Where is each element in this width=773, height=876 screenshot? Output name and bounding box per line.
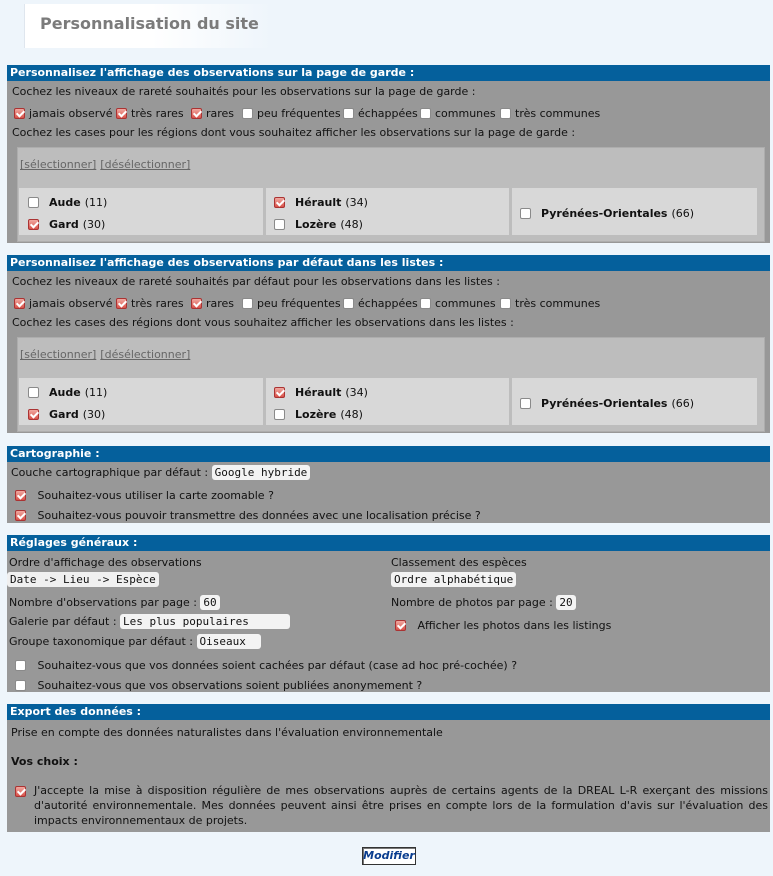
- region-option[interactable]: [28, 386, 107, 399]
- region-name: Hérault: [295, 386, 342, 399]
- zoom-map-checkbox[interactable]: [15, 490, 26, 501]
- order-select[interactable]: Date -> Lieu -> Espèce: [7, 572, 159, 587]
- rarity-label: très rares: [131, 107, 184, 120]
- region-checkbox[interactable]: [28, 219, 39, 230]
- class-select[interactable]: Ordre alphabétique: [391, 572, 516, 587]
- region-option[interactable]: [520, 397, 694, 410]
- rarity-checkbox[interactable]: [116, 108, 127, 119]
- region-count: (48): [340, 408, 363, 421]
- rarity-label: échappées: [358, 107, 418, 120]
- region-name: Hérault: [295, 196, 342, 209]
- rarity-checkbox[interactable]: [242, 298, 253, 309]
- rarity-label: jamais observé: [29, 107, 113, 120]
- photos-per-page-input[interactable]: 20: [556, 595, 575, 610]
- region-option[interactable]: [274, 196, 368, 209]
- carto-section-header: Cartographie :: [7, 446, 770, 462]
- region-checkbox[interactable]: [274, 409, 285, 420]
- home-section-header: Personnalisez l'affichage des observations sur la page de garde :: [7, 65, 770, 81]
- consent-text: J'accepte la mise à disposition régulière de mes observations auprès de certains agents de la DREAL L-R exerçant des missions d'autorité environnementale. Mes données peuvent ainsi être prises en compte lors de la formulation d'avis sur l'évaluation des impacts environnementaux de projets.: [34, 784, 768, 827]
- hidden-default-checkbox[interactable]: [15, 660, 26, 671]
- select-all-link[interactable]: [sélectionner]: [20, 158, 97, 171]
- home-region-prompt: Cochez les cases pour les régions dont vous souhaitez afficher les observations sur la page de garde :: [12, 126, 576, 139]
- page-title: Personnalisation du site: [40, 14, 259, 33]
- rarity-option[interactable]: [420, 107, 496, 120]
- lists-rarity-prompt: Cochez les niveaux de rareté souhaités par défaut pour les observations dans les listes :: [12, 275, 500, 288]
- rarity-option[interactable]: [420, 297, 496, 310]
- order-label: Ordre d'affichage des observations: [9, 556, 202, 569]
- rarity-checkbox[interactable]: [242, 108, 253, 119]
- deselect-all-link[interactable]: [désélectionner]: [100, 158, 191, 171]
- show-photos-checkbox[interactable]: [395, 620, 406, 631]
- region-name: Gard: [49, 218, 79, 231]
- lists-region-prompt: Cochez les cases des régions dont vous souhaitez afficher les observations dans les listes :: [12, 316, 514, 329]
- rarity-label: communes: [435, 297, 496, 310]
- region-checkbox[interactable]: [274, 219, 285, 230]
- lists-section-header: Personnalisez l'affichage des observations par défaut dans les listes :: [7, 255, 770, 271]
- rarity-option[interactable]: [343, 107, 418, 120]
- choices-label: Vos choix :: [11, 755, 78, 768]
- general-section: [7, 535, 770, 692]
- lists-section: [7, 255, 770, 433]
- rarity-option[interactable]: [191, 297, 234, 310]
- rarity-label: très communes: [515, 107, 601, 120]
- submit-button[interactable]: Modifier: [362, 847, 416, 865]
- export-section: [7, 704, 770, 832]
- rarity-checkbox[interactable]: [343, 108, 354, 119]
- precise-location-checkbox[interactable]: [15, 510, 26, 521]
- rarity-option[interactable]: [242, 107, 341, 120]
- zoom-map-label: Souhaitez-vous utiliser la carte zoomable ?: [37, 489, 274, 502]
- region-count: (30): [82, 408, 106, 421]
- rarity-checkbox[interactable]: [420, 298, 431, 309]
- region-checkbox[interactable]: [520, 208, 531, 219]
- region-count: (30): [82, 218, 106, 231]
- deselect-all-link[interactable]: [désélectionner]: [100, 348, 191, 361]
- taxo-label: Groupe taxonomique par défaut :: [9, 635, 193, 648]
- region-count: (34): [345, 386, 368, 399]
- rarity-option[interactable]: [343, 297, 418, 310]
- region-name: Pyrénées-Orientales: [541, 397, 668, 410]
- rarity-option[interactable]: [116, 297, 184, 310]
- anonymous-label: Souhaitez-vous que vos observations soient publiées anonymement ?: [37, 679, 423, 692]
- rarity-label: jamais observé: [29, 297, 113, 310]
- class-label: Classement des espèces: [391, 556, 527, 569]
- region-option[interactable]: [28, 218, 105, 231]
- home-section: [7, 65, 770, 243]
- map-layer-select[interactable]: Google hybride: [212, 465, 311, 480]
- rarity-checkbox[interactable]: [14, 298, 25, 309]
- region-option[interactable]: [520, 207, 694, 220]
- hidden-default-label: Souhaitez-vous que vos données soient cachées par défaut (case ad hoc pré-cochée) ?: [37, 659, 518, 672]
- region-count: (34): [345, 196, 368, 209]
- region-name: Gard: [49, 408, 79, 421]
- rarity-option[interactable]: [242, 297, 341, 310]
- map-layer-label: Couche cartographique par défaut :: [11, 466, 209, 479]
- rarity-option[interactable]: [14, 107, 113, 120]
- photos-per-page-label: Nombre de photos par page :: [391, 596, 553, 609]
- rarity-option[interactable]: [191, 107, 234, 120]
- region-checkbox[interactable]: [28, 387, 39, 398]
- per-page-label: Nombre d'observations par page :: [9, 596, 197, 609]
- export-section-header: Export des données :: [7, 704, 770, 720]
- region-name: Lozère: [295, 408, 337, 421]
- region-name: Pyrénées-Orientales: [541, 207, 668, 220]
- region-count: (11): [84, 386, 108, 399]
- rarity-label: peu fréquentes: [257, 297, 341, 310]
- rarity-checkbox[interactable]: [14, 108, 25, 119]
- rarity-checkbox[interactable]: [191, 298, 202, 309]
- region-checkbox[interactable]: [274, 197, 285, 208]
- region-count: (48): [340, 218, 363, 231]
- region-checkbox[interactable]: [274, 387, 285, 398]
- region-count: (66): [671, 397, 695, 410]
- region-checkbox[interactable]: [520, 398, 531, 409]
- region-name: Lozère: [295, 218, 337, 231]
- home-rarity-prompt: Cochez les niveaux de rareté souhaités pour les observations sur la page de garde :: [12, 85, 476, 98]
- region-count: (11): [84, 196, 108, 209]
- rarity-checkbox[interactable]: [420, 108, 431, 119]
- rarity-checkbox[interactable]: [500, 298, 511, 309]
- region-name: Aude: [49, 196, 81, 209]
- rarity-label: très rares: [131, 297, 184, 310]
- consent-checkbox[interactable]: [15, 786, 26, 797]
- rarity-label: échappées: [358, 297, 418, 310]
- precise-location-label: Souhaitez-vous pouvoir transmettre des données avec une localisation précise ?: [37, 509, 481, 522]
- select-all-link[interactable]: [sélectionner]: [20, 348, 97, 361]
- rarity-label: rares: [206, 297, 235, 310]
- region-option[interactable]: [28, 408, 105, 421]
- general-section-header: Réglages généraux :: [7, 535, 770, 551]
- rarity-checkbox[interactable]: [343, 298, 354, 309]
- rarity-label: communes: [435, 107, 496, 120]
- region-option[interactable]: [274, 386, 368, 399]
- home-region-box: [17, 147, 765, 242]
- export-intro: Prise en compte des données naturalistes dans l'évaluation environnementale: [11, 726, 443, 739]
- region-option[interactable]: [274, 218, 363, 231]
- gallery-label: Galerie par défaut :: [9, 615, 117, 628]
- rarity-option[interactable]: [116, 107, 184, 120]
- taxo-select[interactable]: Oiseaux: [197, 634, 261, 649]
- show-photos-label: Afficher les photos dans les listings: [417, 619, 612, 632]
- per-page-input[interactable]: 60: [200, 595, 219, 610]
- region-checkbox[interactable]: [28, 197, 39, 208]
- carto-section: [7, 446, 770, 523]
- rarity-label: peu fréquentes: [257, 107, 341, 120]
- region-option[interactable]: [274, 408, 363, 421]
- rarity-label: très communes: [515, 297, 601, 310]
- region-checkbox[interactable]: [28, 409, 39, 420]
- rarity-option[interactable]: [14, 297, 113, 310]
- rarity-checkbox[interactable]: [191, 108, 202, 119]
- region-count: (66): [671, 207, 695, 220]
- gallery-select[interactable]: Les plus populaires: [120, 614, 290, 629]
- region-name: Aude: [49, 386, 81, 399]
- rarity-checkbox[interactable]: [116, 298, 127, 309]
- rarity-option[interactable]: [500, 297, 600, 310]
- rarity-label: rares: [206, 107, 235, 120]
- rarity-option[interactable]: [500, 107, 600, 120]
- rarity-checkbox[interactable]: [500, 108, 511, 119]
- lists-region-box: [17, 337, 765, 432]
- anonymous-checkbox[interactable]: [15, 680, 26, 691]
- region-option[interactable]: [28, 196, 107, 209]
